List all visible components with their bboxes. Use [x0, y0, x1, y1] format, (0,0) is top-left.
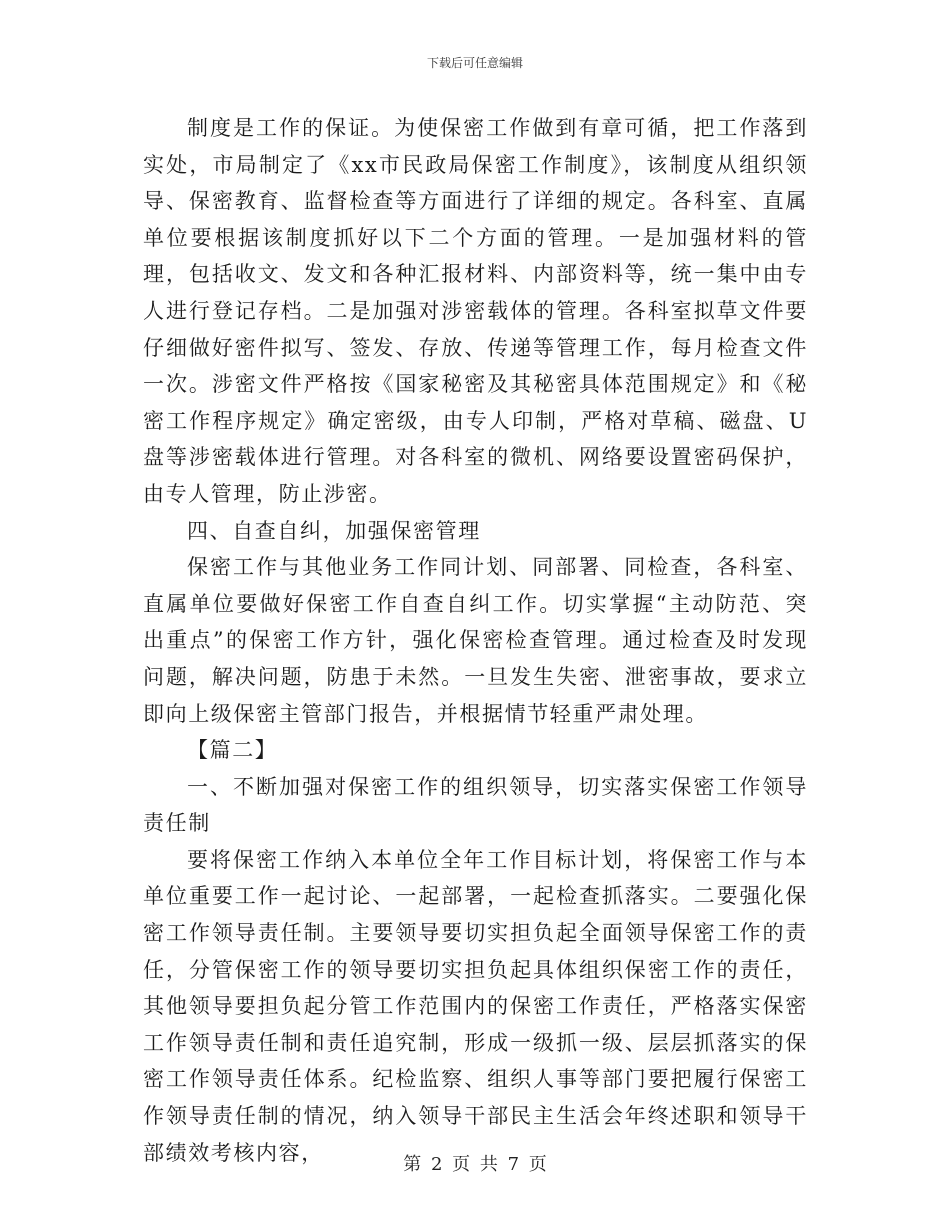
document-body [143, 110, 808, 1171]
paragraph-self-inspection: 保密工作与其他业务工作同计划、同部署、同检查，各科室、直属单位要做好保密工作自查自纠工作。切实掌握“主动防范、突出重点”的保密工作方针，强化保密检查管理。通过检查及时发现问题，解决问题，防患于未然。一旦发生失密、泄密事故，要求立即向上级保密主管部门报告，并根据情节轻重严肃处理。 [143, 555, 808, 726]
section-heading-self-inspection: 四、自查自纠，加强保密管理 [187, 518, 481, 543]
page-header-note: 下载后可任意编辑 [426, 56, 523, 70]
section-heading-organization-leadership: 一、不断加强对保密工作的组织领导，切实落实保密工作领导责任制 [143, 774, 808, 836]
paragraph-leadership-responsibility: 要将保密工作纳入本单位全年工作目标计划，将保密工作与本单位重要工作一起讨论、一起部署，一起检查抓落实。二要强化保密工作领导责任制。主要领导要切实担负起全面领导保密工作的责任，分管保密工作的领导要切实担负起具体组织保密工作的责任，其他领导要担负起分管工作范围内的保密工作责任，严格落实保密工作领导责任制和责任追究制，形成一级抓一级、层层抓落实的保密工作领导责任体系。纪检监察、组织人事等部门要把履行保密工作领导责任制的情况，纳入领导干部民主生活会年终述职和领导干部绩效考核内容， [143, 847, 808, 1165]
page-number-footer: 第 2 页 共 7 页 [403, 1154, 547, 1175]
paragraph-system-guarantee: 制度是工作的保证。为使保密工作做到有章可循，把工作落到实处，市局制定了《xx市民政局保密工作制度》，该制度从组织领导、保密教育、监督检查等方面进行了详细的规定。各科室、直属单位要根据该制度抓好以下二个方面的管理。一是加强材料的管理，包括收文、发文和各种汇报材料、内部资料等，统一集中由专人进行登记存档。二是加强对涉密载体的管理。各科室拟草文件要仔细做好密件拟写、签发、存放、传递等管理工作，每月检查文件一次。涉密文件严格按《国家秘密及其秘密具体范围规定》和《秘密工作程序规定》确定密级，由专人印制，严格对草稿、磁盘、U盘等涉密载体进行管理。对各科室的微机、网络要设置密码保护，由专人管理，防止涉密。 [143, 116, 808, 506]
section-heading-part-two: 【篇二】 [187, 738, 278, 763]
